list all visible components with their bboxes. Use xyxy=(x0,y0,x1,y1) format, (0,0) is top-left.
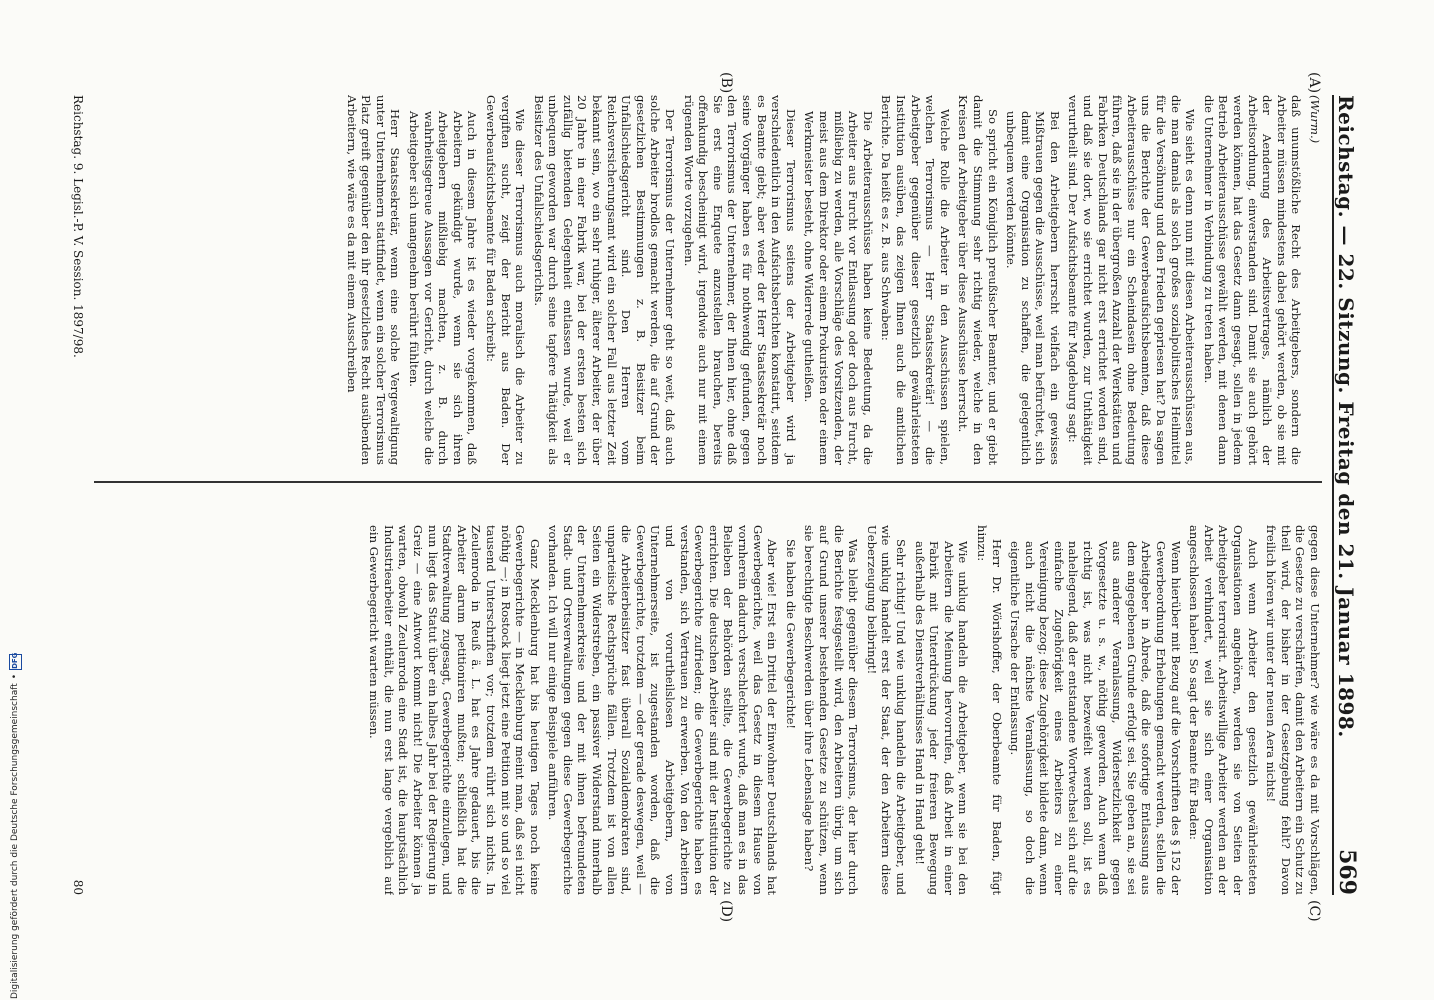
left-column xyxy=(94,95,1322,465)
paragraph: Herr Dr. Wörishoffer, der Oberbeamte für Baden, fügt hinzu: xyxy=(974,525,1004,895)
margin-mark-b: (B) xyxy=(718,72,734,94)
digitization-note: Digitalisierung gefördert durch die Deutsche Forschungsgemeinschaft xyxy=(10,683,20,999)
page-number: 569 xyxy=(1334,849,1360,895)
quote: Auch in diesem Jahre ist es wieder vorgekommen, daß Arbeitern gekündigt wurde, wenn sie sich ihren Arbeitgebern mißliebig machten, z. B. durch wahrheitsgetreue Aussagen vor Gericht, durch welche die Arbeitgeber sich unangenehm berührt fühlten. xyxy=(406,111,480,465)
right-column xyxy=(94,525,1322,895)
paragraph: So spricht ein Königlich preußischer Beamter, und er giebt damit die Stimmung sehr richtig wieder, welche in den Kreisen der Arbeitgeber über diese Ausschüsse herrscht. xyxy=(956,95,1000,465)
paragraph: daß unumstößliche Recht des Arbeitgebers, sondern die Arbeiter müssen mindestens dabei gehört werden, ob sie mit der Aenderung des Arbeitsvertrages, nämlich der Arbeitsordnung, einverstanden sind. Damit sie auch gehört werden können, hat das Gesetz dann gesagt, sollen in jedem Betrieb Arbeiterausschüsse gewählt werden, mit denen dann die Unternehmer in Verbindung zu treten haben. xyxy=(1201,95,1304,465)
speaker-tag: (Wurm.) xyxy=(1308,95,1322,144)
quote: Die Arbeiterausschüsse haben keine Bedeutung, da die Arbeiter aus Furcht vor Entlassung oder doch aus Furcht, mißliebig zu werden, alle Vorschläge des Vorsitzenden, der meist aus dem Direktor oder einem Prokuristen oder einem Werkmeister besteht, ohne Widerrede gutheißen. xyxy=(802,111,875,465)
paragraph: Sie haben die Gewerbegerichte! xyxy=(783,539,798,730)
page-header-title: Reichstag. — 22. Sitzung. Freitag den 21. Januar 1898. xyxy=(1334,95,1358,738)
paragraph: Wie sieht es denn nun mit diesen Arbeiterausschüssen aus, die man damals als solch großes sozialpolitisches Heilmittel für die Versöhnung und den Frieden gepriesen hat? Da sagen uns die Berichte der Gewerbeaufsichtsbeamten, daß diese Arbeiterausschüsse nur ein Scheindasein ohne Bedeutung führen, daß sie in der übergroßen Anzahl der Werkstätten und Fabriken Deutschlands gar nicht erst errichtet worden sind, und daß sie dort, wo sie errichtet wurden, zur Unthätigkeit verurtheilt sind. Der Aufsichtsbeamte für Magdeburg sagt: xyxy=(1066,95,1198,465)
margin-mark-d: (D) xyxy=(718,900,734,923)
paragraph: Was bleibt gegenüber diesem Terrorismus, der hier durch die Berichte festgestellt wird, den Arbeitern übrig, um sich auf Grund unserer bestehenden Gesetze zu schützen, wenn sie berechtigte Beschwerden über ihre Lebenslage haben? xyxy=(802,525,861,895)
margin-mark-a: (A) xyxy=(1306,72,1322,94)
page-footer xyxy=(66,95,90,895)
quote: Wie unklug handeln die Arbeitgeber, wenn sie bei den Arbeitern die Meinung hervorrufen, daß Arbeit in einer Fabrik mit Unterdrückung jeder freieren Bewegung außerhalb des Dienstverhältnisses Hand in Hand geht! xyxy=(912,541,971,895)
paragraph: Ganz Mecklenburg hat bis heutigen Tages noch keine Gewerbegerichte — in Mecklenburg meint man, daß sei nicht nöthig —; in Rostock liegt jetzt eine Petition mit so und so viel tausend Unterschriften vor; trotzdem rührt sich nichts. In Zeulenroda in Reuß ä. L. hat es Jahre gedauert, bis die Arbeiter darum petitioniren mußten; schließlich hat die Stadtverwaltung zugesagt, Gewerbegerichte einzulegen, und nun liegt das Statut über ein halbes Jahr bei der Regierung in Greiz — eine Antwort kommt nicht! Die Arbeiter können ja warten, obwohl Zeulenroda eine Stadt ist, die hauptsächlich Industriearbeiter enthält, die nun erst lange vergeblich auf ein Gewerbegericht warten müssen. xyxy=(367,525,542,895)
digitization-credit: Digitalisierung gefördert durch die Deutsche Forschungsgemeinschaft • DFG xyxy=(10,652,20,999)
paragraph: Dieser Terrorismus seitens der Arbeitgeber wird ja verschiedentlich in den Aufsichtsberichten konstatirt, seitdem es Beamte giebt; aber weder der Herr Staatssekretär noch seine Vorgänger haben es für nothwendig gefunden, gegen den Terrorismus der Unternehmer, der Ihnen hier, ohne daß Sie erst eine Enquete anzustellen brauchen, bereits offenkundig bescheinigt wird, irgendwie auch nur mit einem rügenden Worte vorzugehen. xyxy=(681,95,798,465)
paragraph: Aber wie! Erst ein Drittel der Einwohner Deutschlands hat Gewerbegerichte, weil das Gesetz in diesem Hause von vornherein dadurch verschlechtert wurde, daß man es in das Belieben der Behörden stellte, die Gewerbegerichte zu errichten. Die deutschen Arbeiter sind mit der Institution der Gewerbegerichte zufrieden; die Gewerbegerichte haben es verstanden, sich Vertrauen zu erwerben. Von den Arbeitern und von vorurtheilslosen Arbeitgebern, von Unternehmerseite, ist zugestanden worden, daß die Gewerbegerichte, trotzdem — oder gerade deswegen, weil — die Arbeiterbeisitzer fast überall Sozialdemokraten sind, unparteiische Rechtsprüche fällen. Trotzdem ist von allen Seiten ein Widerstreben, ein passiver Widerstand innerhalb der Unternehmerkreise und der mit ihnen befreundeten Stadt- und Ortsverwaltungen gegen diese Gewerbegerichte vorhanden. Ich will nur einige Beispiele anführen. xyxy=(546,525,780,895)
quote: Wenn hierüber mit Bezug auf die Vorschriften des § 152 der Gewerbeordnung Erhebungen gemacht werden, stellen die Arbeitgeber in Abrede, daß die sofortige Entlassung aus dem angegebenen Grunde erfolgt sei. Sie geben an, sie sei aus anderer Veranlassung, Widersetzlichkeit gegen Vorgesetzte u. s. w., nöthig geworden. Auch wenn daß richtig ist, was nicht bezweifelt werden soll, ist es naheliegend, daß der entstandene Wortwechsel sich auf die einfache Zugehörigkeit eines Arbeiters zu einer Vereinigung bezog; diese Zugehörigkeit bildete dann, wenn auch nicht die nächste Veranlassung, so doch die eigentliche Ursache der Entlassung. xyxy=(1008,541,1183,895)
dfg-logo-icon: DFG xyxy=(9,654,22,670)
column-divider xyxy=(94,481,1322,483)
page-header xyxy=(1332,95,1374,895)
margin-mark-c: (C) xyxy=(1306,900,1322,922)
paragraph: Auch wenn Arbeiter den gesetzlich gewährleisteten Organisationen angehören, werden sie von Seiten der Arbeitgeber terrorisirt. Arbeitswillige Arbeiter werden an der Arbeit verhindert, weil sie sich einer Organisation angeschlossen haben! So sagt der Beamte für Baden: xyxy=(1187,525,1260,895)
paragraph: Herr Staatssekretär, wenn eine solche Vergewaltigung unter Unternehmern stattfindet, wenn ein solcher Terrorismus Platz greift gegenüber den ihr gesetzliches Recht ausübenden Arbeitern, wie wäre es da mit einem Ausschreiben xyxy=(344,95,403,465)
footer-sheet-number: 80 xyxy=(71,879,85,895)
paragraph: Sehr richtig! Und wie unklug handeln die Arbeitgeber, und wie unklug handelt erst der Staat, der den Arbeitern diese Ueberzeugung beibringt! xyxy=(864,525,908,895)
quote: Bei den Arbeitgebern herrscht vielfach ein gewisses Mißtrauen gegen die Ausschüsse, weil man befürchtet, sich damit eine Organisation zu schaffen, die gelegentlich unbequem werden könnte. xyxy=(1004,111,1062,465)
paragraph: gegen diese Unternehmer? wie wäre es da mit Vorschlägen, die Gesetze zu verschärfen, damit den Arbeitern ein Schutz zu theil wird, der bisher in der Gesetzgebung fehlt? Davon freilich hören wir unter der neuen Aera nichts! xyxy=(1264,525,1322,895)
paragraph: Welche Rolle die Arbeiter in den Ausschüssen spielen, welchen Terrorismus — Herr Staatssekretär! — die Arbeitgeber gegenüber dieser gesetzlich gewährleisteten Institution ausüben, das zeigen Ihnen auch die amtlichen Berichte. Da heißt es z. B. aus Schwaben: xyxy=(879,95,952,465)
paragraph: Der Terrorismus der Unternehmer geht so weit, daß auch solche Arbeiter brodlos gemacht werden, die auf Grund der gesetzlichen Bestimmungen z. B. Beisitzer beim Unfallschiedsgericht sind. Den Herren vom Reichsversicherungsamt wird ein solcher Fall aus letzter Zeit bekannt sein, wo ein sehr ruhiger, älterer Arbeiter, der über 20 Jahre in einer Fabrik war, bei der ersten besten sich zufällig bietenden Gelegenheit entlassen wurde, weil er unbequem geworden war durch seine tapfere Thätigkeit als Beisitzer des Unfallschiedsgerichts. xyxy=(531,95,678,465)
footer-source: Reichstag. 9. Legisl.-P. V. Session. 1897/98. xyxy=(71,95,85,358)
paragraph: Wie dieser Terrorismus auch moralisch die Arbeiter zu vergiften sucht, zeigt der Bericht aus Baden. Der Gewerbeaufsichtsbeamte für Baden schreibt: xyxy=(483,95,528,465)
